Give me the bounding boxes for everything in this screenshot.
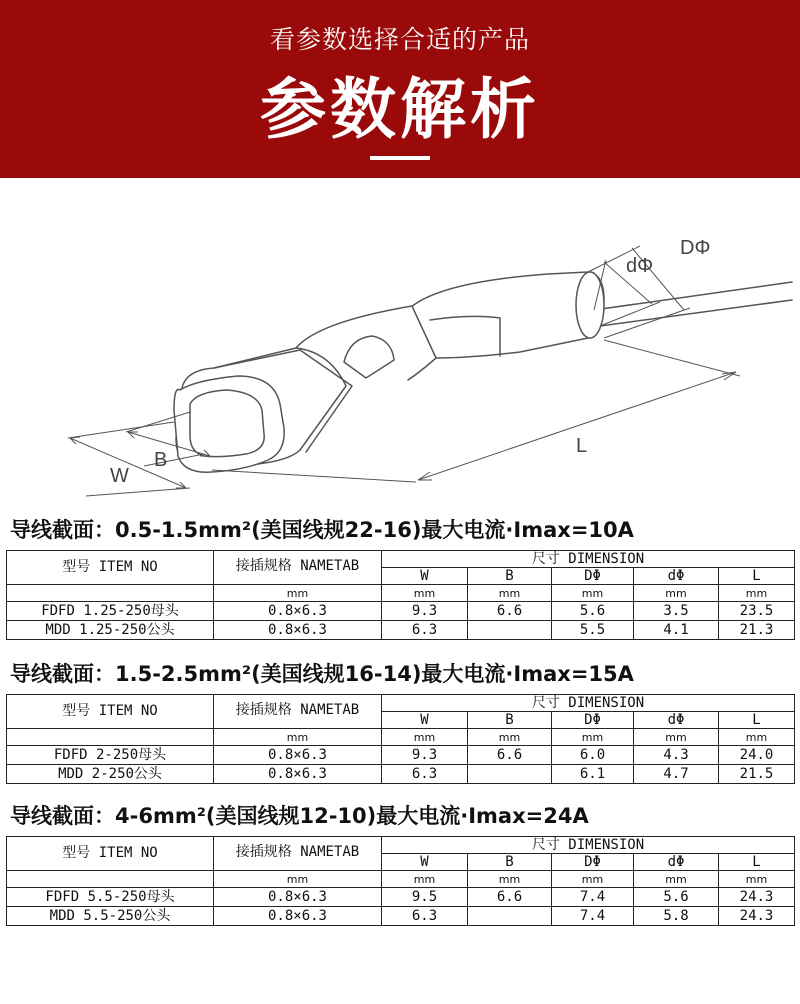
spec-table-3	[6, 836, 795, 926]
cell-B	[468, 907, 552, 926]
connector-diagram	[0, 190, 800, 500]
unit-cell: mm	[468, 871, 552, 888]
label-D: DΦ	[680, 237, 711, 259]
cell-d: 5.8	[634, 907, 719, 926]
cell-d: 4.3	[634, 746, 719, 765]
sleeve-end	[576, 272, 604, 338]
unit-cell: mm	[214, 585, 382, 602]
cell-d: 5.6	[634, 888, 719, 907]
spec-table-2	[6, 694, 795, 784]
cell-model: FDFD 5.5-250母头	[7, 888, 214, 907]
cell-model: MDD 1.25-250公头	[7, 621, 214, 640]
cell-L: 23.5	[719, 602, 795, 621]
cell-model: MDD 2-250公头	[7, 765, 214, 784]
table-row	[7, 907, 795, 926]
unit-cell: mm	[382, 871, 468, 888]
unit-cell: mm	[468, 585, 552, 602]
unit-cell	[7, 871, 214, 888]
banner-title: 参数解析	[260, 71, 540, 148]
cell-model: FDFD 2-250母头	[7, 746, 214, 765]
header-d: dΦ	[634, 568, 719, 585]
cell-B: 6.6	[468, 602, 552, 621]
cell-L: 21.3	[719, 621, 795, 640]
header-B: B	[468, 712, 552, 729]
cell-W: 6.3	[382, 765, 468, 784]
header-D: DΦ	[552, 568, 634, 585]
label-d: dΦ	[626, 255, 654, 277]
cell-L: 21.5	[719, 765, 795, 784]
unit-cell: mm	[214, 729, 382, 746]
header-d: dΦ	[634, 712, 719, 729]
cell-nametab: 0.8×6.3	[214, 888, 382, 907]
header-banner	[0, 0, 800, 178]
header-nametab: 接插规格 NAMETAB	[214, 837, 382, 871]
unit-cell: mm	[719, 871, 795, 888]
cell-D: 7.4	[552, 907, 634, 926]
cell-d: 3.5	[634, 602, 719, 621]
header-dimension: 尺寸 DIMENSION	[382, 551, 795, 568]
dim-L-line	[418, 372, 736, 480]
table-row	[7, 602, 795, 621]
header-nametab: 接插规格 NAMETAB	[214, 695, 382, 729]
section-heading-1: 导线截面：0.5-1.5mm²(美国线规22-16)最大电流·Imax=10A	[10, 518, 634, 542]
cell-D: 7.4	[552, 888, 634, 907]
label-L: L	[576, 435, 588, 457]
unit-cell: mm	[719, 729, 795, 746]
cell-W: 9.3	[382, 602, 468, 621]
header-dimension: 尺寸 DIMENSION	[382, 837, 795, 854]
unit-cell: mm	[552, 585, 634, 602]
unit-cell	[7, 729, 214, 746]
label-B: B	[154, 449, 168, 471]
unit-cell: mm	[552, 871, 634, 888]
header-model: 型号 ITEM NO	[7, 551, 214, 585]
cell-model: FDFD 1.25-250母头	[7, 602, 214, 621]
header-dimension: 尺寸 DIMENSION	[382, 695, 795, 712]
table-row	[7, 746, 795, 765]
cell-d: 4.1	[634, 621, 719, 640]
spec-table-1	[6, 550, 795, 640]
section-heading-3: 导线截面：4-6mm²(美国线规12-10)最大电流·Imax=24A	[10, 804, 589, 828]
cell-nametab: 0.8×6.3	[214, 621, 382, 640]
table-row	[7, 765, 795, 784]
unit-cell: mm	[468, 729, 552, 746]
header-B: B	[468, 854, 552, 871]
cell-L: 24.3	[719, 888, 795, 907]
banner-subtitle: 看参数选择合适的产品	[269, 25, 530, 54]
cell-B: 6.6	[468, 888, 552, 907]
header-W: W	[382, 712, 468, 729]
unit-cell	[7, 585, 214, 602]
unit-cell: mm	[634, 871, 719, 888]
header-L: L	[719, 568, 795, 585]
header-L: L	[719, 712, 795, 729]
cell-B	[468, 765, 552, 784]
cell-D: 5.6	[552, 602, 634, 621]
cell-L: 24.3	[719, 907, 795, 926]
cell-D: 6.1	[552, 765, 634, 784]
unit-cell: mm	[634, 585, 719, 602]
header-D: DΦ	[552, 854, 634, 871]
section-heading-2: 导线截面：1.5-2.5mm²(美国线规16-14)最大电流·Imax=15A	[10, 662, 634, 686]
table-row	[7, 888, 795, 907]
header-d: dΦ	[634, 854, 719, 871]
header-W: W	[382, 854, 468, 871]
header-D: DΦ	[552, 712, 634, 729]
cell-nametab: 0.8×6.3	[214, 746, 382, 765]
wire-lines	[594, 282, 792, 326]
header-L: L	[719, 854, 795, 871]
cell-L: 24.0	[719, 746, 795, 765]
banner-divider	[370, 156, 430, 160]
unit-cell: mm	[382, 585, 468, 602]
cell-nametab: 0.8×6.3	[214, 602, 382, 621]
label-W: W	[110, 465, 129, 487]
cell-W: 9.5	[382, 888, 468, 907]
table-row	[7, 621, 795, 640]
header-model: 型号 ITEM NO	[7, 837, 214, 871]
unit-cell: mm	[719, 585, 795, 602]
header-nametab: 接插规格 NAMETAB	[214, 551, 382, 585]
header-B: B	[468, 568, 552, 585]
cell-W: 9.3	[382, 746, 468, 765]
cell-B	[468, 621, 552, 640]
cell-model: MDD 5.5-250公头	[7, 907, 214, 926]
cell-W: 6.3	[382, 621, 468, 640]
cell-W: 6.3	[382, 907, 468, 926]
cell-d: 4.7	[634, 765, 719, 784]
unit-cell: mm	[552, 729, 634, 746]
cell-D: 5.5	[552, 621, 634, 640]
cell-nametab: 0.8×6.3	[214, 765, 382, 784]
cell-B: 6.6	[468, 746, 552, 765]
unit-cell: mm	[634, 729, 719, 746]
cell-D: 6.0	[552, 746, 634, 765]
unit-cell: mm	[214, 871, 382, 888]
header-W: W	[382, 568, 468, 585]
header-model: 型号 ITEM NO	[7, 695, 214, 729]
unit-cell: mm	[382, 729, 468, 746]
sleeve-body	[410, 272, 604, 358]
cell-nametab: 0.8×6.3	[214, 907, 382, 926]
